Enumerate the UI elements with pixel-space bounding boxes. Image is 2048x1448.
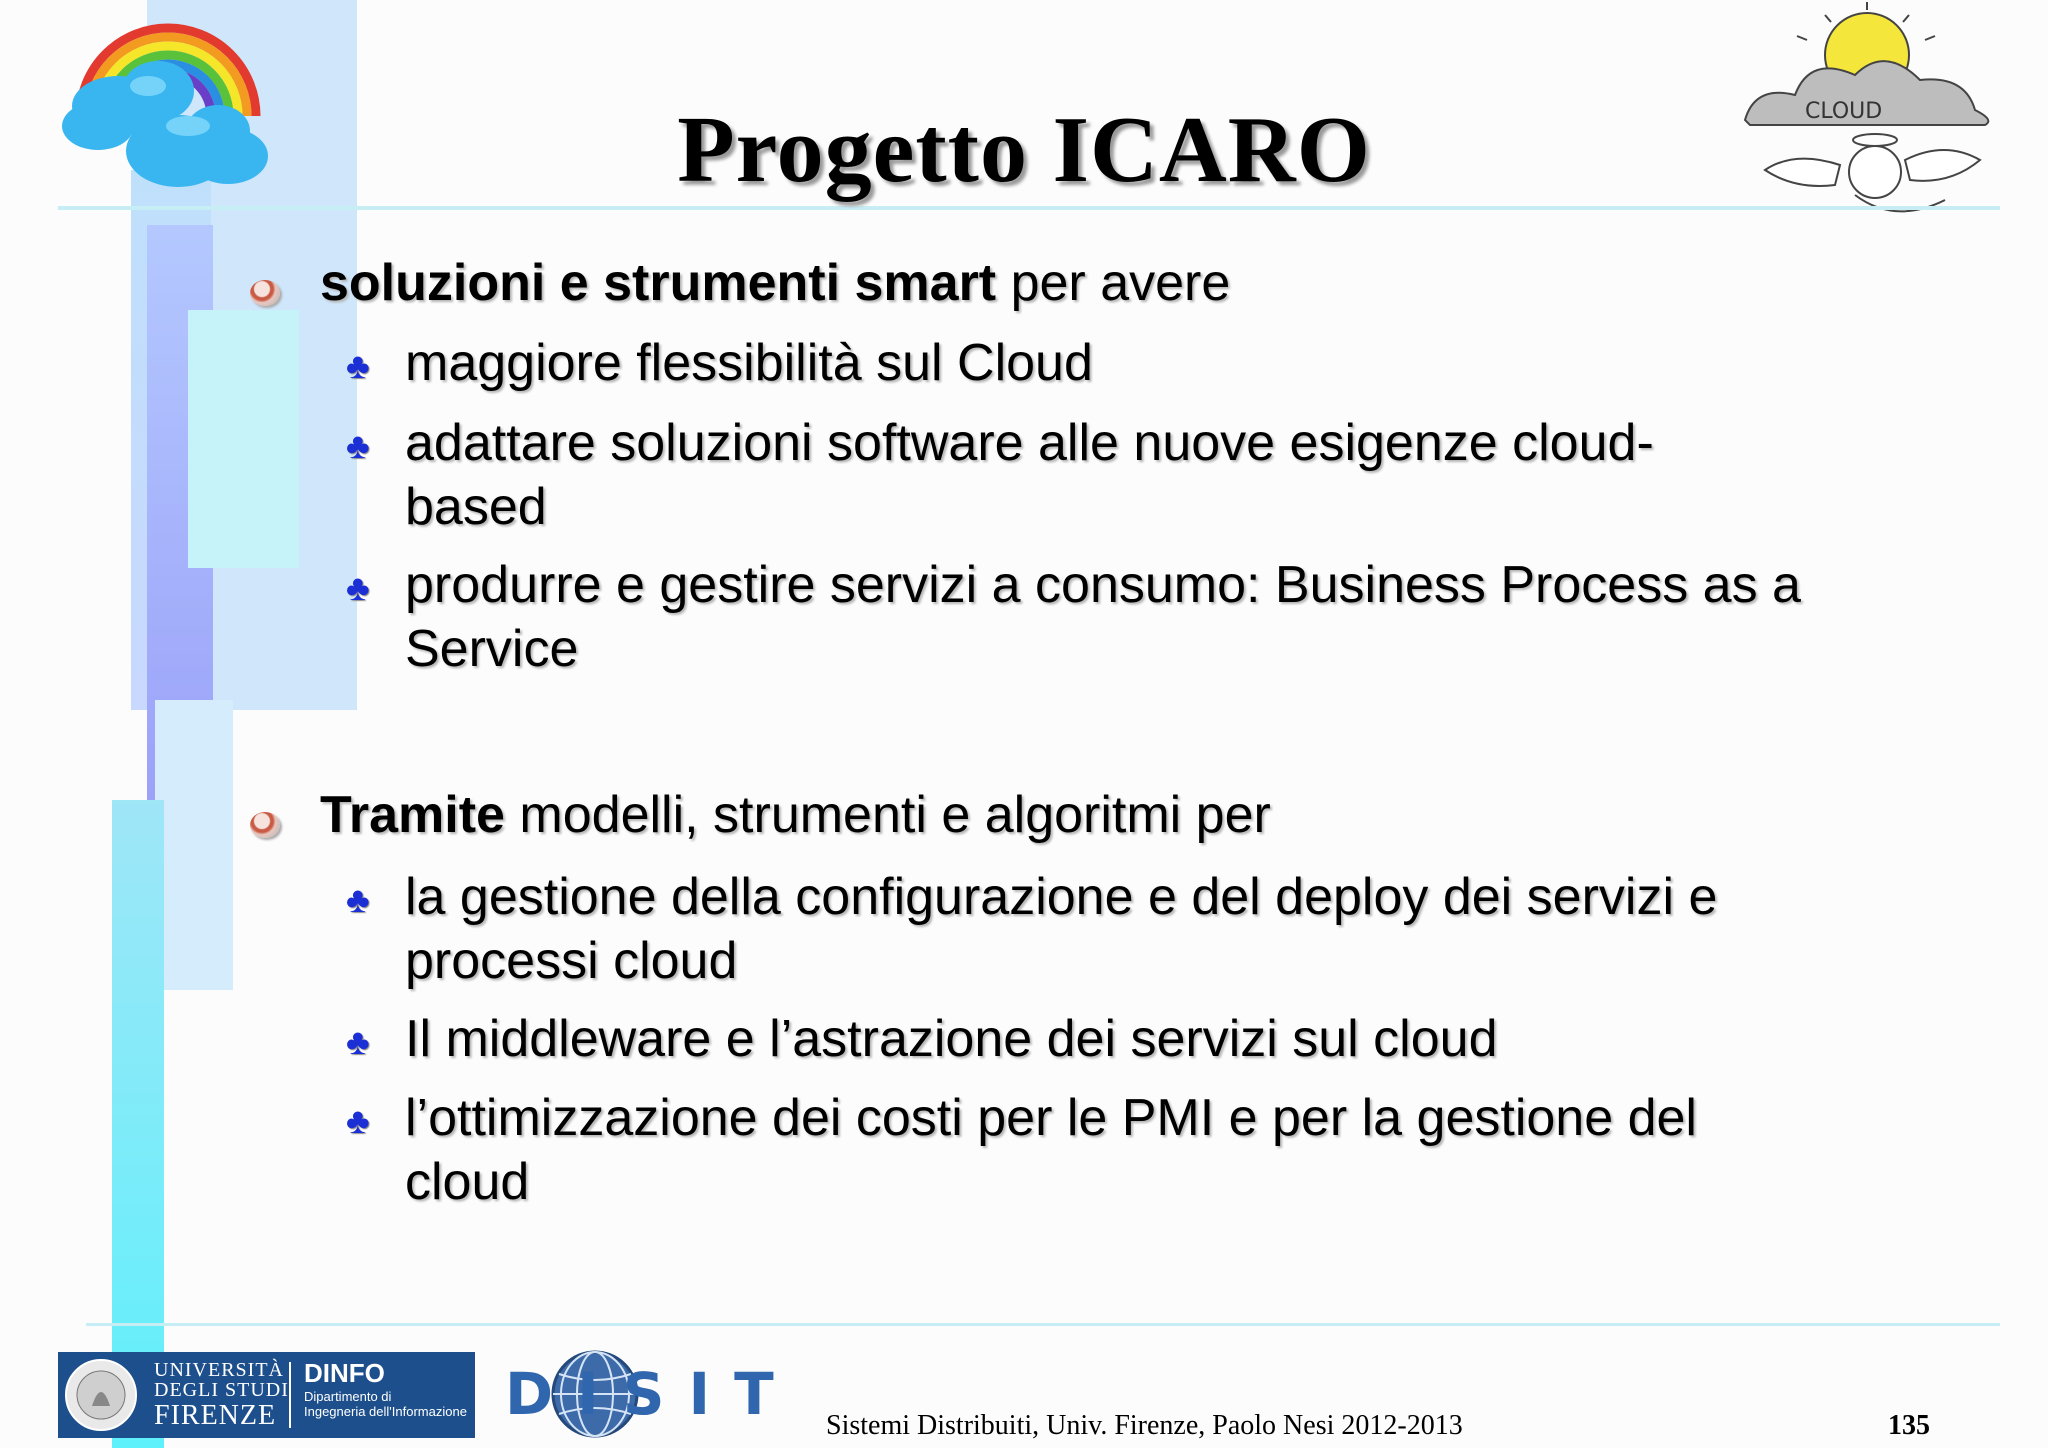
university-name <box>154 1360 289 1432</box>
section-lead-bold: soluzioni e strumenti smart <box>320 254 997 312</box>
club-bullet-icon: ♣ <box>346 567 370 608</box>
club-bullet-icon: ♣ <box>346 425 370 466</box>
list-item: adattare soluzioni software alle nuove esigenze cloud-based <box>405 414 1654 536</box>
section-lead <box>320 251 1920 315</box>
university-line2: DEGLI STUDI <box>154 1379 289 1401</box>
section-lead-text: modelli, strumenti e algoritmi per <box>504 786 1271 844</box>
header-divider <box>58 206 2000 210</box>
dept-name: DINFO <box>304 1358 385 1388</box>
university-line3: FIRENZE <box>154 1400 277 1431</box>
ring-bullet-icon <box>250 280 280 306</box>
university-seal-icon <box>64 1358 138 1432</box>
cloud-label: CLOUD <box>1805 99 1883 124</box>
section-lead-bold: Tramite <box>320 786 505 844</box>
section-lead-text: per avere <box>996 254 1231 312</box>
decor-bar <box>112 800 164 1448</box>
club-bullet-icon: ♣ <box>346 879 370 920</box>
dept-sub1: Dipartimento di <box>304 1389 392 1404</box>
disit-text: DISIT <box>505 1360 798 1428</box>
slide-title: Progetto ICARO <box>677 98 1371 202</box>
logo-divider <box>289 1362 291 1428</box>
university-line1: UNIVERSITÀ <box>154 1359 284 1381</box>
ring-bullet-icon <box>250 812 280 838</box>
list-item: la gestione della configurazione e del deploy dei servizi e processi cloud <box>405 868 1718 990</box>
list-item: l’ottimizzazione dei costi per le PMI e per la gestione del cloud <box>405 1089 1697 1211</box>
page-number: 135 <box>1888 1410 1930 1441</box>
decor-bar <box>188 310 299 568</box>
decor-bar <box>155 700 233 990</box>
section-lead <box>320 783 1920 847</box>
club-bullet-icon: ♣ <box>346 1100 370 1141</box>
club-bullet-icon: ♣ <box>346 345 370 386</box>
footer-course: Sistemi Distribuiti, Univ. Firenze, Paolo Nesi 2012-2013 <box>826 1410 1463 1441</box>
list-item: maggiore flessibilità sul Cloud <box>405 334 1093 392</box>
dept-block <box>304 1358 467 1419</box>
list-item: produrre e gestire servizi a consumo: Business Process as a Service <box>405 556 1801 678</box>
university-logo <box>58 1352 475 1438</box>
club-bullet-icon: ♣ <box>346 1021 370 1062</box>
footer-divider <box>86 1323 2000 1326</box>
list-item: Il middleware e l’astrazione dei servizi sul cloud <box>405 1010 1498 1068</box>
dept-sub2: Ingegneria dell'Informazione <box>304 1404 467 1419</box>
disit-logo <box>505 1346 798 1442</box>
